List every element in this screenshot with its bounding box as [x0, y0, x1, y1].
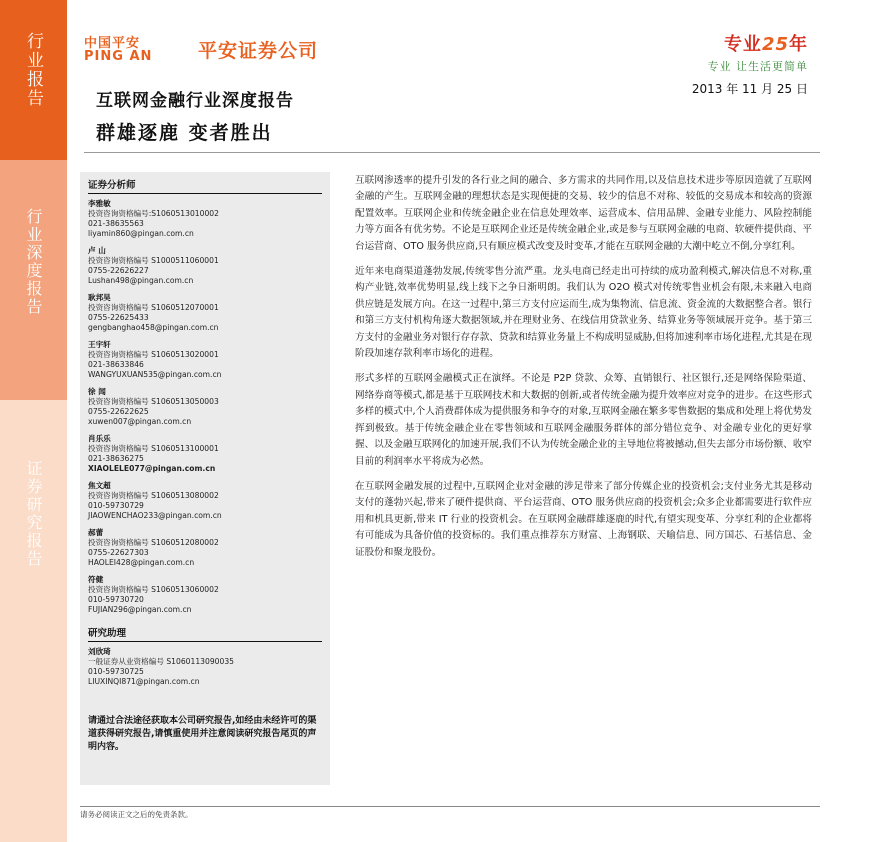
- analyst-email[interactable]: HAOLEI428@pingan.com.cn: [88, 558, 195, 567]
- analyst-email[interactable]: xuwen007@pingan.com.cn: [88, 417, 192, 426]
- company-name: 平安证券公司: [198, 40, 319, 62]
- assistant-email[interactable]: LIUXINQI871@pingan.com.cn: [88, 677, 200, 686]
- side-label-text: 行业深度报告: [24, 208, 43, 316]
- analyst-license: 投资咨询资格编号 S1060513080002: [88, 491, 219, 500]
- analyst-entry: [88, 481, 322, 521]
- analyst-entry: [88, 528, 322, 568]
- footer-divider: [80, 806, 820, 807]
- assistant-name: 刘欣琦: [88, 647, 111, 656]
- assistant-entry: [88, 647, 322, 687]
- analyst-entry: [88, 434, 322, 474]
- analyst-email[interactable]: liyamin860@pingan.com.cn: [88, 229, 194, 238]
- analyst-license: 投资咨询资格编号:S1060513010002: [88, 209, 219, 218]
- analyst-license: 投资咨询资格编号 S1000511060001: [88, 256, 219, 265]
- analyst-entry: [88, 199, 322, 239]
- analyst-license: 投资咨询资格编号 S1060513020001: [88, 350, 219, 359]
- summary-paragraph: 近年来电商渠道蓬勃发展,传统零售分流严重。龙头电商已经走出可持续的成功盈利模式,解决信息不对称,重构产业链,效率优势明显,线上线下之争日渐明朗。我们认为 O2O 模式对传统零售业机会有限,未来融入电商供应链是发展方向。在这一过程中,第三方支付应运而生,成为集物流、信息流、资金流的大数据整合者。银行和第三方支付机构角逐大数据领域,并在理财业务、在线信用贷款业务、结算业务等领域展开竞争。基于第三方支付的金融业务对银行存存款、贷款和结算业务量上不构成明显威胁,但将加速利率市场化进程,尤其是在现阶段加速存款利率市场化的进程。: [355, 266, 813, 360]
- analyst-email[interactable]: gengbanghao458@pingan.com.cn: [88, 323, 219, 332]
- analyst-email[interactable]: JIAOWENCHAO233@pingan.com.cn: [88, 511, 222, 520]
- side-label-deep-report: [0, 160, 67, 400]
- analyst-name: 肖乐乐: [88, 434, 111, 443]
- assistant-phone: 010-59730725: [88, 667, 144, 676]
- assistant-heading: 研究助理: [88, 625, 322, 642]
- analyst-phone: 010-59730729: [88, 501, 144, 510]
- disclaimer-footer: 请务必阅读正文之后的免责条款。: [80, 810, 193, 819]
- analyst-entry: [88, 387, 322, 427]
- pingan-logo: [84, 32, 152, 64]
- summary-paragraph: 形式多样的互联网金融模式正在演绎。不论是 P2P 贷款、众筹、直销银行、社区银行,还是网络保险渠道、网络券商等模式,都是基于互联网技术和大数据的创新,或者传统金融为提升效率应对竞争的进步。在这些形式多样的模式中,个人消费群体成为提供服务和争夺的对象,互联网金融在繁多零售数据的集成和处理上将优势发挥到极致。基于传统金融企业在零售领域和互联网金融服务群体的部分错位竞争、对金融专业化的更好掌握、以及金融互联网化的加速开展,我们不认为传统金融企业的主导地位将被撼动,但失去部分市场份额、收窄目前的利润率水平将成为必然。: [355, 373, 813, 467]
- logo-cn-text: 中国平安: [84, 36, 141, 51]
- analyst-name: 耿邦昊: [88, 293, 111, 302]
- analyst-name: 卢 山: [88, 246, 106, 255]
- analyst-name: 焦文超: [88, 481, 111, 490]
- side-label-report: [0, 0, 67, 160]
- analyst-phone: 021-38635563: [88, 219, 144, 228]
- analyst-license: 投资咨询资格编号 S1060513100001: [88, 444, 219, 453]
- logo-en-text: PING AN: [84, 49, 153, 64]
- analyst-phone: 0755-22626227: [88, 266, 149, 275]
- header-divider: [84, 152, 820, 153]
- analyst-name: 符健: [88, 575, 104, 584]
- analyst-email[interactable]: Lushan498@pingan.com.cn: [88, 276, 194, 285]
- analyst-email[interactable]: WANGYUXUAN535@pingan.com.cn: [88, 370, 222, 379]
- analyst-email[interactable]: FUJIAN296@pingan.com.cn: [88, 605, 192, 614]
- analyst-phone: 010-59730720: [88, 595, 144, 604]
- analyst-entry: [88, 340, 322, 380]
- analyst-name: 徐 闻: [88, 387, 106, 396]
- report-subtitle: 群雄逐鹿 变者胜出: [96, 122, 273, 144]
- analyst-entry: [88, 293, 322, 333]
- analyst-entry: [88, 575, 322, 615]
- analyst-phone: 0755-22625433: [88, 313, 149, 322]
- analyst-entry: [88, 246, 322, 286]
- side-band: [0, 0, 67, 842]
- analyst-license: 投资咨询资格编号 S1060513060002: [88, 585, 219, 594]
- slogan-tagline: 专业 让生活更简单: [707, 60, 808, 73]
- side-label-securities-report: [0, 400, 67, 842]
- analyst-email[interactable]: XIAOLELE077@pingan.com.cn: [88, 464, 216, 473]
- access-notice: 请通过合法途径获取本公司研究报告,如经由未经许可的渠道获得研究报告,请慎重使用并注意阅读研究报告尾页的声明内容。: [88, 716, 317, 752]
- analyst-phone: 0755-22627303: [88, 548, 149, 557]
- summary-paragraph: 互联网渗透率的提升引发的各行业之间的融合、多方需求的共同作用,以及信息技术进步等原因造就了互联网金融的产生。互联网金融的理想状态是实现便捷的交易、较少的信息不对称、较低的交易成本和较高的资源配置效率。互联网企业和传统金融企业在信息处理效率、运营成本、信用品牌、金融专业能力、风险控制能力等方面各有优劣势。不论是互联网企业还是传统金融企业,或是参与互联网金融的电商、软硬件提供商、平台运营商、OTO 服务供应商,只有顺应模式改变及时变革,才能在互联网金融的大潮中屹立不倒,分享红利。: [355, 175, 812, 252]
- analyst-license: 投资咨询资格编号 S1060512070001: [88, 303, 219, 312]
- analyst-phone: 021-38633846: [88, 360, 144, 369]
- side-label-text: 行业报告: [23, 32, 43, 108]
- analysts-heading: 证券分析师: [88, 177, 322, 194]
- slogan-suffix: 年: [789, 34, 808, 55]
- analyst-name: 郝蕾: [88, 528, 104, 537]
- report-summary: [355, 173, 812, 570]
- analyst-name: 李雅敏: [88, 199, 111, 208]
- analyst-phone: 0755-22622625: [88, 407, 149, 416]
- assistant-license: 一般证券从业资格编号 S1060113090035: [88, 657, 234, 666]
- slogan-number: 25: [761, 34, 789, 55]
- analyst-phone: 021-38636275: [88, 454, 144, 463]
- analyst-name: 王宇轩: [88, 340, 111, 349]
- analyst-panel: [80, 172, 330, 785]
- report-date: 2013 年 11 月 25 日: [691, 82, 808, 96]
- slogan-prefix: 专业: [723, 34, 762, 55]
- side-label-text: 证券研究报告: [24, 460, 43, 568]
- anniversary-logo: [708, 30, 809, 74]
- report-title: 互联网金融行业深度报告: [96, 91, 294, 111]
- analyst-license: 投资咨询资格编号 S1060513050003: [88, 397, 219, 406]
- summary-paragraph: 在互联网金融发展的过程中,互联网企业对金融的涉足带来了部分传媒企业的投资机会;支付业务尤其是移动支付的蓬勃兴起,带来了硬件提供商、平台运营商、OTO 服务供应商的投资机会;众多企业都需要进行软件应用和机具更新,带来 IT 行业的投资机会。在互联网金融群雄逐鹿的时代,有望实现变革、分享红利的企业都将有可能成为具备价值的投资标的。我们重点推荐东方财富、上海钢联、天喻信息、同方国芯、石基信息、金证股份和聚龙股份。: [355, 480, 812, 558]
- analyst-license: 投资咨询资格编号 S1060512080002: [88, 538, 219, 547]
